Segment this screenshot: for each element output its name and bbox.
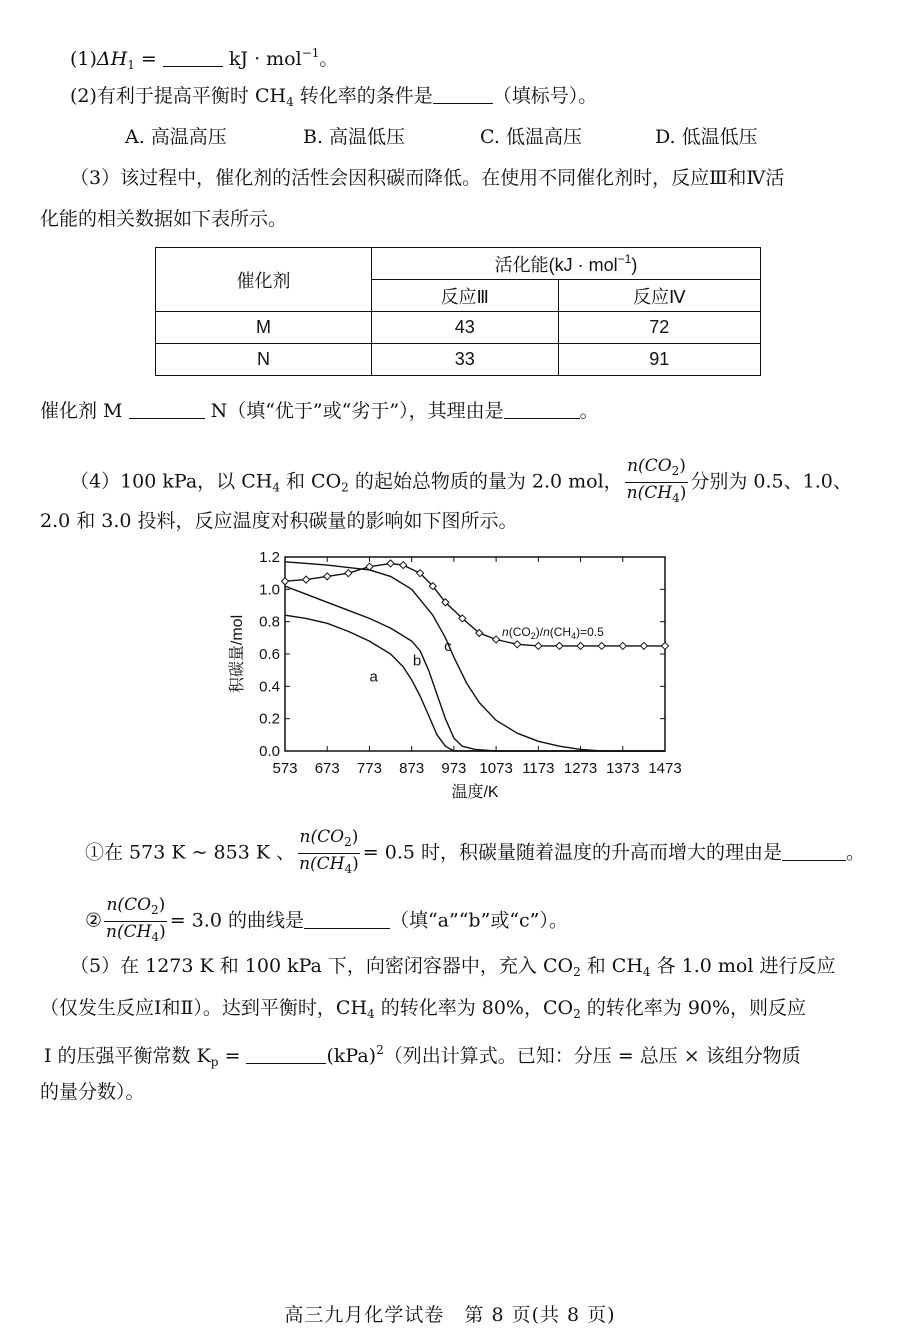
question-4-line-1: （4）100 kPa，以 $CH_4$ 和 $CO_2$ 的起始总物质的量为 2.0 mol， $\frac{n(CO_2)}{n(CH_4)}$ 分别为 0.5、1.0、: [70, 456, 852, 509]
question-5-line-3: Ⅰ 的压强平衡常数 $K_p = (kPa)^2$（列出计算式。已知：分压 = 总压 × 该组分物质: [44, 1043, 801, 1069]
data-point: [556, 642, 563, 649]
option-b: B. 高温低压: [303, 126, 406, 148]
data-point: [535, 642, 542, 649]
series-line-2: [285, 586, 665, 751]
activation-energy-table: [155, 247, 761, 376]
answer-blank-4b[interactable]: [304, 910, 390, 929]
x-axis-label: 温度/K: [451, 784, 499, 801]
curve-label-a: a: [369, 668, 378, 686]
table-row: M 43 72: [156, 312, 761, 344]
header-catalyst: 催化剂: [156, 248, 372, 312]
chart-axes: [228, 549, 682, 801]
data-point: [577, 642, 584, 649]
data-point: [282, 578, 289, 585]
answer-blank-4a[interactable]: [782, 842, 846, 861]
option-a: A. 高温高压: [125, 126, 227, 148]
y-tick-label: 0.8: [259, 613, 280, 631]
curve-label-c: c: [444, 637, 452, 655]
curve-label-b: b: [412, 652, 422, 670]
y-tick-label: 1.2: [259, 549, 280, 566]
question-1: $(1)\Delta H_1$ = kJ · mol$^{-1}$。: [70, 46, 339, 72]
series-line-4: [285, 564, 665, 646]
page-footer: 高三九月化学试卷 第 8 页(共 8 页): [284, 1304, 616, 1326]
sub-question-2: ② $\frac{n(CO_2)}{n(CH_4)}$ = 3.0 的曲线是 （填“a”“b”或“c”）。: [85, 895, 568, 944]
x-tick-label: 1073: [479, 760, 513, 777]
table-row: N 33 91: [156, 344, 761, 376]
x-tick-label: 673: [314, 760, 340, 777]
question-5-line-2: （仅发生反应Ⅰ和Ⅱ）。达到平衡时，$CH_4$ 的转化率为 80%，$CO_2$ 的转化率为 90%，则反应: [40, 997, 807, 1021]
question-5-line-1: （5）在 1273 K 和 100 kPa 下，向密闭容器中，充入 $CO_2$ 和 $CH_4$ 各 1.0 mol 进行反应: [70, 955, 836, 979]
question-5-line-4: 的量分数）。: [40, 1081, 145, 1103]
data-point: [493, 636, 500, 643]
ratio-fraction: $\frac{n(CO_2)}{n(CH_4)}$: [626, 456, 687, 505]
question-3-answer: 催化剂 M N（填“优于”或“劣于”），其理由是 。: [40, 400, 599, 422]
answer-blank-1[interactable]: [163, 48, 223, 67]
series-line-3: [285, 562, 665, 751]
x-tick-label: 973: [441, 760, 467, 777]
chart-labels: [369, 625, 604, 685]
data-point: [514, 641, 521, 648]
series-line-1: [285, 615, 665, 751]
data-point: [345, 570, 352, 577]
x-tick-label: 873: [399, 760, 425, 777]
question-3-line-2: 化能的相关数据如下表所示。: [40, 208, 288, 230]
carbon-deposition-chart: [220, 545, 700, 805]
x-tick-label: 1173: [522, 760, 555, 777]
question-4-line-2: 2.0 和 3.0 投料，反应温度对积碳量的影响如下图所示。: [40, 510, 518, 532]
y-tick-label: 0.2: [259, 710, 280, 728]
x-tick-label: 1473: [648, 760, 682, 777]
data-point: [619, 642, 626, 649]
header-activation-energy: 活化能(kJ · mol$^{-1}$): [372, 248, 761, 280]
answer-blank-2[interactable]: [433, 85, 493, 104]
y-axis-label: 积碳量/mol: [229, 614, 246, 694]
sub-question-1: ①在 573 K ~ 853 K 、 $\frac{n(CO_2)}{n(CH_4)}$ = 0.5 时，积碳量随着温度的升高而增大的理由是 。: [85, 827, 866, 876]
y-tick-label: 1.0: [259, 581, 280, 599]
y-tick-label: 0.4: [259, 678, 280, 696]
x-tick-label: 773: [356, 760, 382, 777]
data-point: [387, 560, 394, 567]
data-point: [662, 642, 669, 649]
data-point: [303, 576, 310, 583]
y-tick-label: 0.0: [259, 743, 280, 760]
option-c: C. 低温高压: [480, 126, 582, 148]
plot-frame: [285, 557, 665, 751]
option-d: D. 低温低压: [655, 126, 758, 148]
x-tick-label: 1273: [563, 760, 598, 777]
answer-blank-5[interactable]: [246, 1045, 326, 1064]
answer-blank-3a[interactable]: [129, 400, 205, 419]
data-point: [640, 642, 647, 649]
question-3-line-1: （3）该过程中，催化剂的活性会因积碳而降低。在使用不同催化剂时，反应Ⅲ和Ⅳ活: [70, 167, 785, 189]
data-point: [598, 642, 605, 649]
question-2: (2)有利于提高平衡时 $CH_4$ 转化率的条件是 （填标号）。: [70, 85, 598, 109]
x-tick-label: 573: [272, 760, 298, 777]
chart-series: [282, 560, 669, 751]
header-reaction-4: 反应Ⅳ: [558, 280, 760, 312]
y-tick-label: 0.6: [259, 646, 280, 663]
x-tick-label: 1373: [606, 760, 640, 777]
answer-blank-3b[interactable]: [504, 400, 580, 419]
header-reaction-3: 反应Ⅲ: [372, 280, 559, 312]
data-point: [400, 562, 407, 569]
curve-label-ratio: $n(CO_2)/n(CH_4)=0.5$: [502, 625, 604, 642]
data-point: [324, 573, 331, 580]
